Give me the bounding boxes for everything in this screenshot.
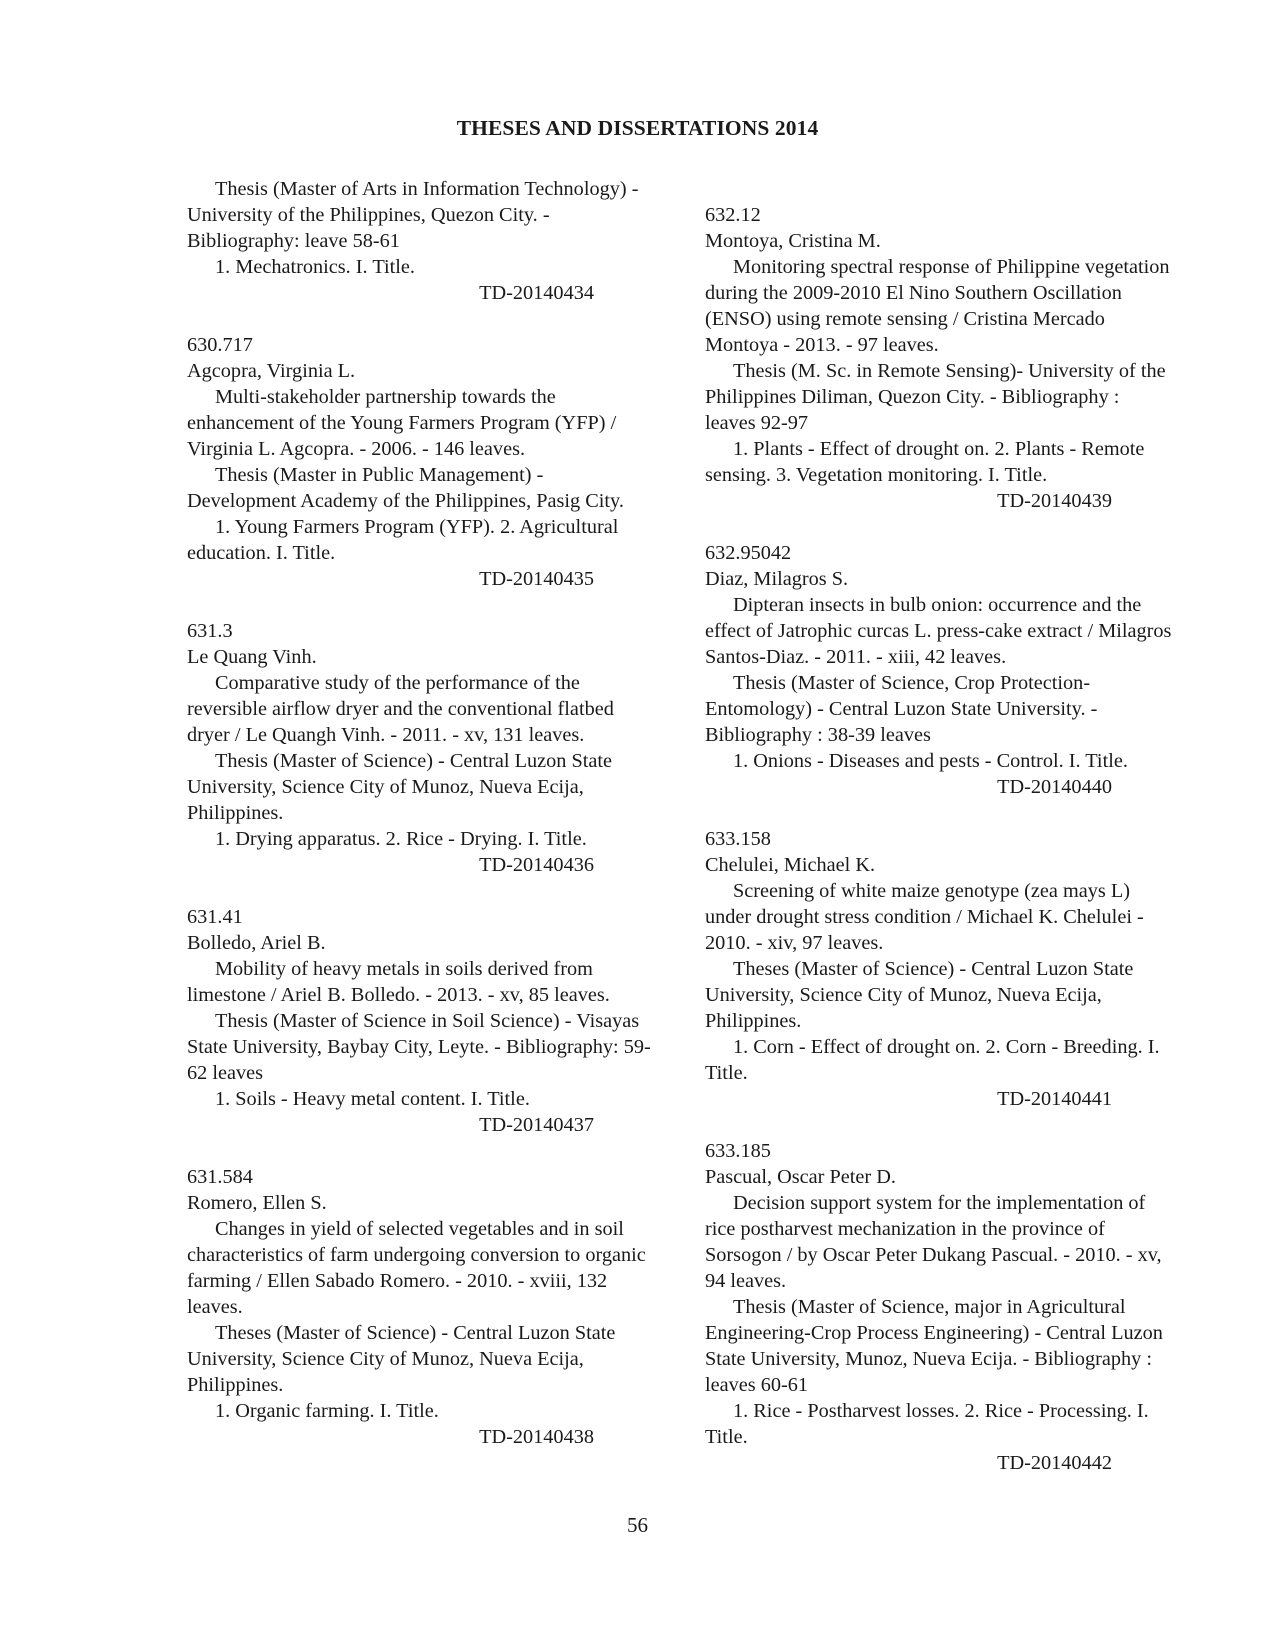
entry-title: Decision support system for the implementation of rice postharvest mechanization in the province of Sorsogon / by Oscar Peter Dukang Pascual. - 2010. - xv, 94 leaves. (705, 1192, 1162, 1292)
entry-call-number: 630.717 (187, 334, 253, 356)
entry-title: Changes in yield of selected vegetables and in soil characteristics of farm undergoing conversion to organic farming / Ellen Sabado Romero. - 2010. - xviii, 132 leaves. (187, 1218, 646, 1318)
entry-subjects: 1. Young Farmers Program (YFP). 2. Agricultural education. I. Title. (187, 516, 619, 564)
catalog-entry (705, 540, 1175, 800)
catalog-entry (705, 826, 1175, 1112)
entry-td-number: TD-20140441 (997, 1088, 1112, 1110)
page-title: THESES AND DISSERTATIONS 2014 (456, 116, 819, 140)
page-number: 56 (627, 1513, 648, 1537)
entry-title: Dipteran insects in bulb onion: occurrence and the effect of Jatrophic curcas L. press-cake extract / Milagros Santos-Diaz. - 2011. - xiii, 42 leaves. (705, 594, 1172, 668)
entry-call-number: 633.158 (705, 828, 771, 850)
entry-author: Romero, Ellen S. (187, 1192, 327, 1214)
catalog-entry (705, 202, 1175, 514)
entry-note: Thesis (Master of Science in Soil Science) - Visayas State University, Baybay City, Leyte. - Bibliography: 59-62 leaves (187, 1010, 651, 1084)
catalog-entry (187, 904, 657, 1138)
catalog-entry (187, 618, 657, 878)
entry-td-number: TD-20140435 (479, 568, 594, 590)
entry-call-number: 631.41 (187, 906, 243, 928)
entry-td-number: TD-20140442 (997, 1452, 1112, 1474)
entry-td-number: TD-20140437 (479, 1114, 594, 1136)
entry-note: Theses (Master of Science) - Central Luzon State University, Science City of Munoz, Nueva Ecija, Philippines. (705, 958, 1134, 1032)
entry-subjects: 1. Mechatronics. I. Title. (215, 256, 415, 278)
entry-subjects: 1. Soils - Heavy metal content. I. Title. (215, 1088, 530, 1110)
entry-td-number: TD-20140439 (997, 490, 1112, 512)
entry-subjects: 1. Rice - Postharvest losses. 2. Rice - Processing. I. Title. (705, 1400, 1149, 1448)
entry-author: Pascual, Oscar Peter D. (705, 1166, 896, 1188)
entry-subjects: 1. Organic farming. I. Title. (215, 1400, 439, 1422)
entry-author: Le Quang Vinh. (187, 646, 317, 668)
entry-call-number: 631.584 (187, 1166, 253, 1188)
entry-title: Monitoring spectral response of Philippine vegetation during the 2009-2010 El Nino Southern Oscillation (ENSO) using remote sensing / Cristina Mercado Montoya - 2013. - 97 leaves. (705, 256, 1170, 356)
entry-call-number: 632.12 (705, 204, 761, 226)
entry-note: Theses (Master of Science) - Central Luzon State University, Science City of Munoz, Nueva Ecija, Philippines. (187, 1322, 616, 1396)
entry-note: Thesis (Master of Science, Crop Protection-Entomology) - Central Luzon State University. - Bibliography : 38-39 leaves (705, 672, 1098, 746)
entry-note: Thesis (Master of Arts in Information Technology) - University of the Philippines, Quezon City. - Bibliography: leave 58-61 (187, 178, 639, 252)
entry-subjects: 1. Drying apparatus. 2. Rice - Drying. I. Title. (215, 828, 587, 850)
catalog-entry (705, 1138, 1175, 1476)
entry-subjects: 1. Onions - Diseases and pests - Control. I. Title. (733, 750, 1128, 772)
entry-subjects: 1. Corn - Effect of drought on. 2. Corn - Breeding. I. Title. (705, 1036, 1160, 1084)
entry-call-number: 631.3 (187, 620, 233, 642)
entry-call-number: 633.185 (705, 1140, 771, 1162)
entry-td-number: TD-20140440 (997, 776, 1112, 798)
entry-note: Thesis (Master in Public Management) - Development Academy of the Philippines, Pasig City. (187, 464, 624, 512)
entry-title: Mobility of heavy metals in soils derived from limestone / Ariel B. Bolledo. - 2013. - xv, 85 leaves. (187, 958, 610, 1006)
entry-title: Screening of white maize genotype (zea mays L) under drought stress condition / Michael K. Chelulei - 2010. - xiv, 97 leaves. (705, 880, 1144, 954)
left-column (187, 176, 657, 1476)
entry-subjects: 1. Plants - Effect of drought on. 2. Plants - Remote sensing. 3. Vegetation monitoring. I. Title. (705, 438, 1145, 486)
entry-note: Thesis (Master of Science) - Central Luzon State University, Science City of Munoz, Nueva Ecija, Philippines. (187, 750, 613, 824)
entry-call-number: 632.95042 (705, 542, 792, 564)
entry-title: Multi-stakeholder partnership towards the enhancement of the Young Farmers Program (YFP) / Virginia L. Agcopra. - 2006. - 146 leaves. (187, 386, 617, 460)
entry-author: Bolledo, Ariel B. (187, 932, 326, 954)
catalog-entry (187, 1164, 657, 1450)
entry-note: Thesis (Master of Science, major in Agricultural Engineering-Crop Process Engineering) - Central Luzon State University, Munoz, Nueva Ecija. - Bibliography : leaves 60-61 (705, 1296, 1163, 1396)
entry-note: Thesis (M. Sc. in Remote Sensing)- University of the Philippines Diliman, Quezon City. - Bibliography : leaves 92-97 (705, 360, 1166, 434)
right-column (705, 202, 1175, 1502)
entry-td-number: TD-20140436 (479, 854, 594, 876)
entry-author: Montoya, Cristina M. (705, 230, 881, 252)
entry-title: Comparative study of the performance of the reversible airflow dryer and the conventional flatbed dryer / Le Quangh Vinh. - 2011. - xv, 131 leaves. (187, 672, 614, 746)
entry-author: Chelulei, Michael K. (705, 854, 876, 876)
catalog-entry (187, 332, 657, 592)
entry-author: Agcopra, Virginia L. (187, 360, 356, 382)
entry-td-number: TD-20140434 (479, 282, 594, 304)
entry-author: Diaz, Milagros S. (705, 568, 849, 590)
entry-td-number: TD-20140438 (479, 1426, 594, 1448)
catalog-entry-continued (187, 176, 657, 306)
